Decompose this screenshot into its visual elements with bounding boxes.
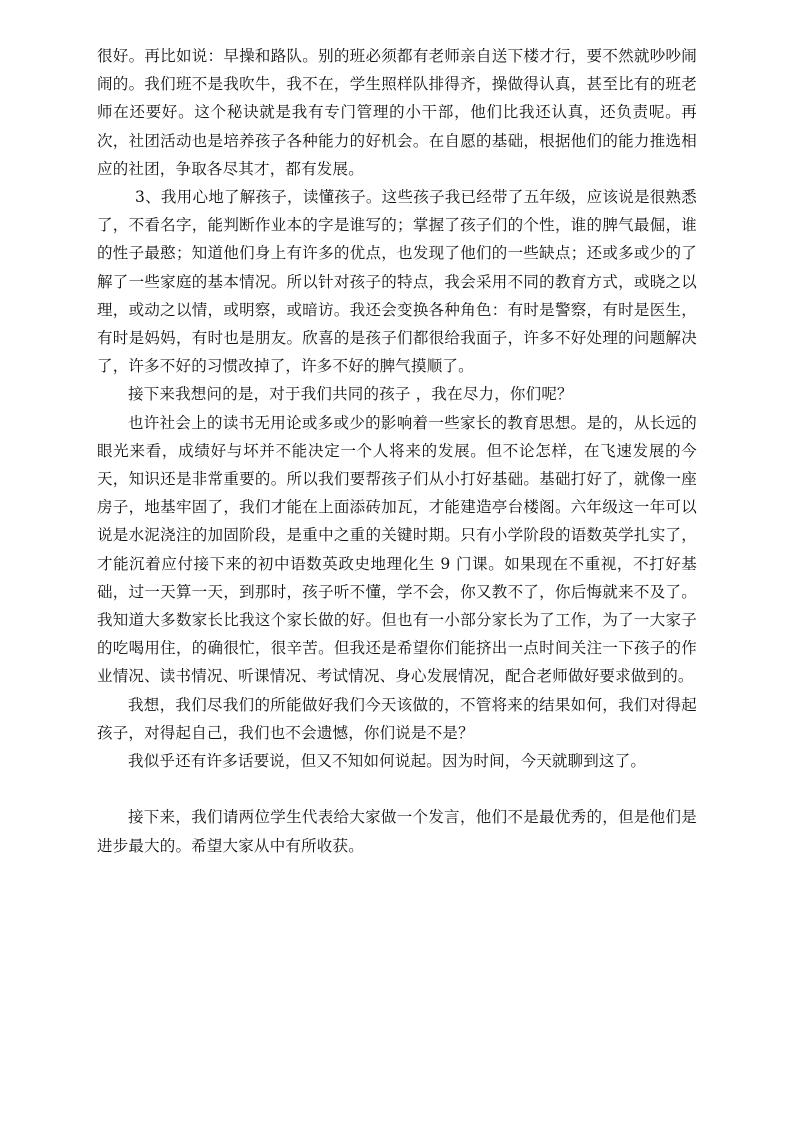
blank-line [97, 775, 697, 803]
paragraph-2: 3、我用心地了解孩子，读懂孩子。这些孩子我已经带了五年级，应该说是很熟悉了，不看名字，能判断作业本的字是谁写的；掌握了孩子们的个性，谁的脾气最倔，谁的性子最憨；知道他们身上有许多的优点，也发现了他们的一些缺点；还或多或少的了解了一些家庭的基本情况。所以针对孩子的特点，我会采用不同的教育方式，或晓之以理，或动之以情，或明察，或暗访。我还会变换各种角色：有时是警察，有时是医生，有时是妈妈，有时也是朋友。欣喜的是孩子们都很给我面子，许多不好处理的问题解决了，许多不好的习惯改掉了，许多不好的脾气摸顺了。 [97, 188, 697, 376]
paragraph-3: 接下来我想问的是，对于我们共同的孩子 ，我在尽力，你们呢？ [128, 385, 573, 404]
document-body [97, 42, 697, 860]
paragraph-5: 我想，我们尽我们的所能做好我们今天该做的，不管将来的结果如何，我们对得起孩子，对得起自己，我们也不会遗憾，你们说是不是？ [97, 695, 697, 742]
paragraph-6: 我似乎还有许多话要说，但又不知如何说起。因为时间，今天就聊到这了。 [128, 752, 647, 771]
paragraph-1: 很好。再比如说：早操和路队。别的班必须都有老师亲自送下楼才行，要不然就吵吵闹闹的。我们班不是我吹牛，我不在，学生照样队排得齐，操做得认真，甚至比有的班老师在还要好。这个秘诀就是我有专门管理的小干部，他们比我还认真，还负责呢。再次，社团活动也是培养孩子各种能力的好机会。在自愿的基础，根据他们的能力推选相应的社团，争取各尽其才，都有发展。 [97, 47, 697, 178]
paragraph-7: 接下来，我们请两位学生代表给大家做一个发言，他们不是最优秀的，但是他们是进步最大的。希望大家从中有所收获。 [97, 808, 697, 855]
paragraph-4: 也许社会上的读书无用论或多或少的影响着一些家长的教育思想。是的，从长远的眼光来看，成绩好与坏并不能决定一个人将来的发展。但不论怎样，在飞速发展的今天，知识还是非常重要的。所以我们要帮孩子们从小打好基础。基础打好了，就像一座房子，地基牢固了，我们才能在上面添砖加瓦，才能建造亭台楼阁。六年级这一年可以说是水泥浇注的加固阶段，是重中之重的关键时期。只有小学阶段的语数英学扎实了，才能沉着应付接下来的初中语数英政史地理化生 9 门课。如果现在不重视，不打好基础，过一天算一天，到那时，孩子听不懂，学不会，你又教不了，你后悔就来不及了。我知道大多数家长比我这个家长做的好。但也有一小部分家长为了工作，为了一大家子的吃喝用住，的确很忙，很辛苦。但我还是希望你们能挤出一点时间关注一下孩子的作业情况、读书情况、听课情况、考试情况、身心发展情况，配合老师做好要求做到的。 [97, 413, 697, 686]
